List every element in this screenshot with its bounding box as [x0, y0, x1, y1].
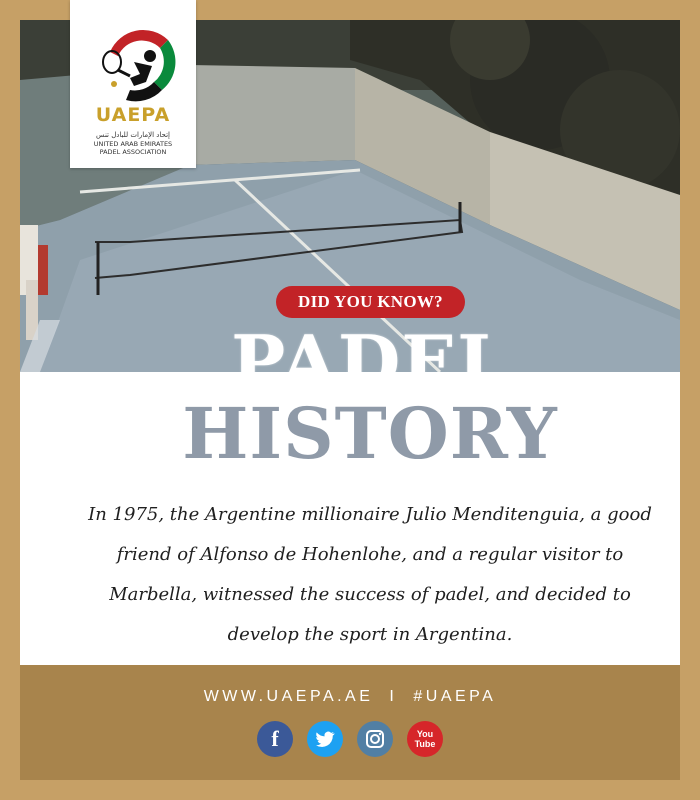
- footer: [20, 665, 680, 780]
- logo-mark-icon: [90, 12, 176, 104]
- website-link[interactable]: WWW.UAEPA.AE: [203, 688, 374, 705]
- footer-links: [20, 688, 680, 706]
- uaepa-logo: [70, 0, 196, 168]
- camera-icon: [357, 721, 393, 757]
- twitter-icon[interactable]: [307, 721, 343, 757]
- youtube-icon[interactable]: [407, 721, 443, 757]
- logo-english-name: [70, 140, 196, 156]
- facebook-icon[interactable]: [257, 721, 293, 757]
- logo-name: UAEPA: [95, 104, 171, 126]
- logo-english-line-1: UNITED ARAB EMIRATES: [93, 140, 173, 148]
- logo-arabic-name: إتحاد الإمارات للبادل تنس: [96, 131, 170, 139]
- title-line-1: PADEL: [231, 319, 509, 404]
- youtube-label-top: You: [416, 729, 434, 739]
- hashtag-link[interactable]: #UAEPA: [413, 688, 497, 705]
- instagram-icon[interactable]: [357, 721, 393, 757]
- title-line-2: HISTORY: [182, 392, 558, 475]
- body-paragraph: In 1975, the Argentine millionaire Julio Menditenguia, a good friend of Alfonso de Hohenlohe, and a regular visitor to Marbella, witnessed the success of padel, and decided to develop the sport in Argentina.: [88, 504, 652, 645]
- twitter-bird-icon: [307, 721, 343, 757]
- facebook-glyph: f: [271, 726, 279, 751]
- youtube-label-bottom: Tube: [414, 739, 436, 749]
- logo-english-line-2: PADEL ASSOCIATION: [99, 148, 167, 156]
- footer-separator: I: [389, 688, 398, 705]
- did-you-know-badge: DID YOU KNOW?: [276, 286, 465, 318]
